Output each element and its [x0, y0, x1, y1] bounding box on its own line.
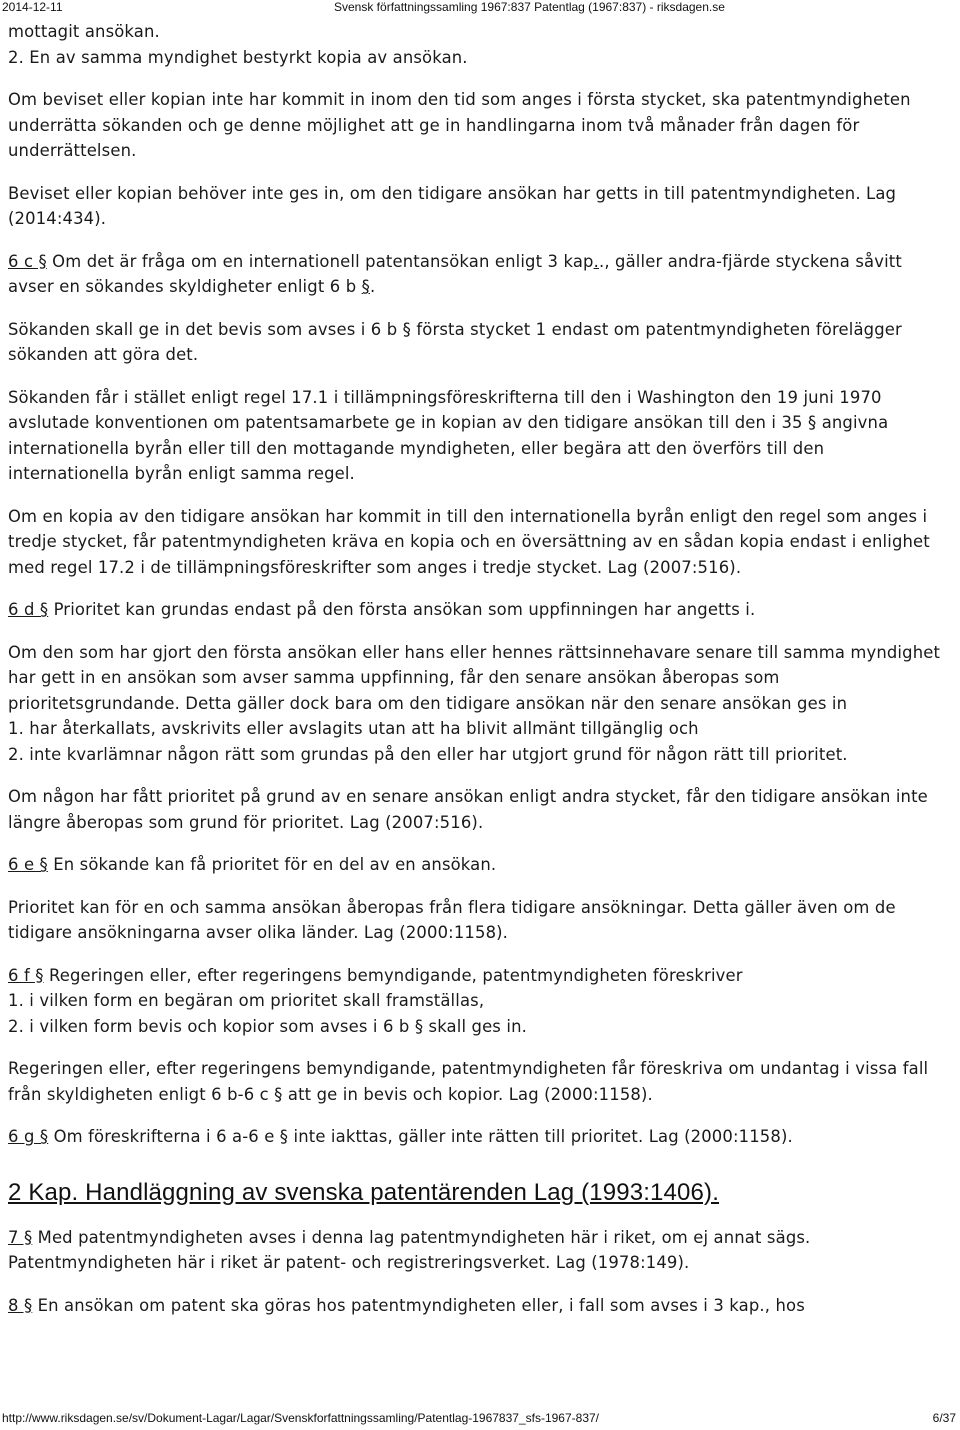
section-text: ., gäller andra-fjärde styckena såvitt avser en sökandes skyldigheter enligt 6 b	[8, 251, 902, 296]
paragraph: Om en kopia av den tidigare ansökan har kommit in till den internationella byrån enligt den regel som anges i tredje stycket, får patentmyndigheten kräva en kopia och en översättning av en sådan kopia endast i enlighet med regel 17.2 i de tillämpningsföreskrifter som anges i tredje stycket. Lag (2007:516).	[8, 506, 930, 577]
section-text: En sökande kan få prioritet för en del av en ansökan.	[47, 855, 497, 874]
section-text: Om föreskrifterna i 6 a-6 e § inte iakttas, gäller inte rätten till prioritet. Lag (2000:1158).	[48, 1127, 793, 1146]
section-6d	[8, 597, 946, 623]
paragraph	[8, 640, 946, 768]
list-item: 2. inte kvarlämnar någon rätt som grundas på den eller har utgjort grund för någon rätt till prioritet.	[8, 744, 848, 764]
paragraph: Prioritet kan för en och samma ansökan åberopas från flera tidigare ansökningar. Detta gäller även om de tidigare ansökningarna avser olika länder. Lag (2000:1158).	[8, 897, 896, 942]
section-text: Regeringen eller, efter regeringens bemyndigande, patentmyndigheten föreskriver	[43, 965, 743, 985]
print-date: 2014-12-11	[2, 0, 63, 14]
paragraph: Regeringen eller, efter regeringens bemyndigande, patentmyndigheten får föreskriva om undantag i vissa fall från skyldigheten enligt 6 b-6 c § att ge in bevis och kopior. Lag (2000:1158).	[8, 1059, 929, 1104]
section-link-6c[interactable]: 6 c §	[8, 251, 47, 271]
section-8	[8, 1293, 946, 1319]
page-url: http://www.riksdagen.se/sv/Dokument-Lagar/Lagar/Svenskforfattningssamling/Patentlag-1967837_sfs-1967-837/	[2, 1411, 600, 1425]
section-link-6e[interactable]: 6 e §	[8, 855, 48, 874]
print-footer	[0, 1411, 960, 1427]
section-6g	[8, 1124, 946, 1150]
section-6f	[8, 963, 946, 1040]
paragraph-link[interactable]: §	[361, 277, 370, 296]
section-6e	[8, 852, 946, 878]
section-link-6d[interactable]: 6 d §	[8, 600, 49, 619]
print-page-title: Svensk författningssamling 1967:837 Patentlag (1967:837) - riksdagen.se	[334, 0, 725, 14]
section-link-8[interactable]: 8 §	[8, 1295, 33, 1315]
paragraph-text: Om den som har gjort den första ansökan eller hans eller hennes rättsinnehavare senare till samma myndighet har gett in en ansökan som avser samma uppfinning, får den senare ansökan åberopas som prioritetsgrundande. Detta gäller dock bara om den tidigare ansökan när den senare ansökan ges in	[8, 642, 941, 713]
page-number: 6/37	[932, 1411, 956, 1425]
chapter-link[interactable]: .	[593, 251, 599, 271]
list-item: 1. i vilken form en begäran om prioritet skall framställas,	[8, 991, 485, 1010]
list-item: 2. En av samma myndighet bestyrkt kopia av ansökan.	[8, 47, 468, 67]
print-header	[0, 0, 960, 14]
paragraph	[8, 19, 946, 70]
section-link-6f[interactable]: 6 f §	[8, 965, 44, 985]
section-text: Prioritet kan grundas endast på den första ansökan som uppfinningen har angetts i.	[48, 600, 756, 619]
list-item: 2. i vilken form bevis och kopior som avses i 6 b § skall ges in.	[8, 1016, 527, 1036]
section-text: .	[369, 277, 376, 296]
paragraph: Om beviset eller kopian inte har kommit in inom den tid som anges i första stycket, ska patentmyndigheten underrätta sökanden och ge denne möjlighet att ge in handlingarna inom två månader från dagen för underrättelsen.	[8, 90, 911, 160]
section-link-7[interactable]: 7 §	[8, 1227, 33, 1247]
section-link-6g[interactable]: 6 g §	[8, 1127, 49, 1146]
paragraph: Beviset eller kopian behöver inte ges in, om den tidigare ansökan har getts in till patentmyndigheten. Lag (2014:434).	[8, 183, 897, 228]
list-item: 1. har återkallats, avskrivits eller avslagits utan att ha blivit allmänt tillgänglig och	[8, 719, 699, 738]
paragraph-line: mottagit ansökan.	[8, 22, 160, 41]
paragraph: Sökanden skall ge in det bevis som avses i 6 b § första stycket 1 endast om patentmyndigheten förelägger sökanden att göra det.	[8, 319, 902, 364]
chapter-heading[interactable]: 2 Kap. Handläggning av svenska patentärenden Lag (1993:1406).	[8, 1178, 720, 1206]
paragraph: Sökanden får i stället enligt regel 17.1 i tillämpningsföreskrifterna till den i Washington den 19 juni 1970 avslutade konventionen om patentsamarbete ge in kopian av den tidigare ansökan till den i 35 § angivna internationella byrån eller till den mottagande myndigheten, eller begära att den överförs till den internationella byrån enligt samma regel.	[8, 387, 889, 483]
section-text: En ansökan om patent ska göras hos patentmyndigheten eller, i fall som avses i 3 kap., hos	[32, 1295, 805, 1315]
document-body	[8, 19, 946, 1335]
section-text: Om det är fråga om en internationell patentansökan enligt 3 kap	[46, 251, 594, 271]
section-7	[8, 1225, 946, 1276]
paragraph: Om någon har fått prioritet på grund av en senare ansökan enligt andra stycket, får den tidigare ansökan inte längre åberopas som grund för prioritet. Lag (2007:516).	[8, 787, 928, 832]
section-text: Med patentmyndigheten avses i denna lag patentmyndigheten här i riket, om ej annat sägs. Patentmyndigheten här i riket är patent- och registreringsverket. Lag (1978:149).	[8, 1227, 811, 1272]
section-6c	[8, 249, 946, 300]
section-line	[8, 963, 946, 989]
